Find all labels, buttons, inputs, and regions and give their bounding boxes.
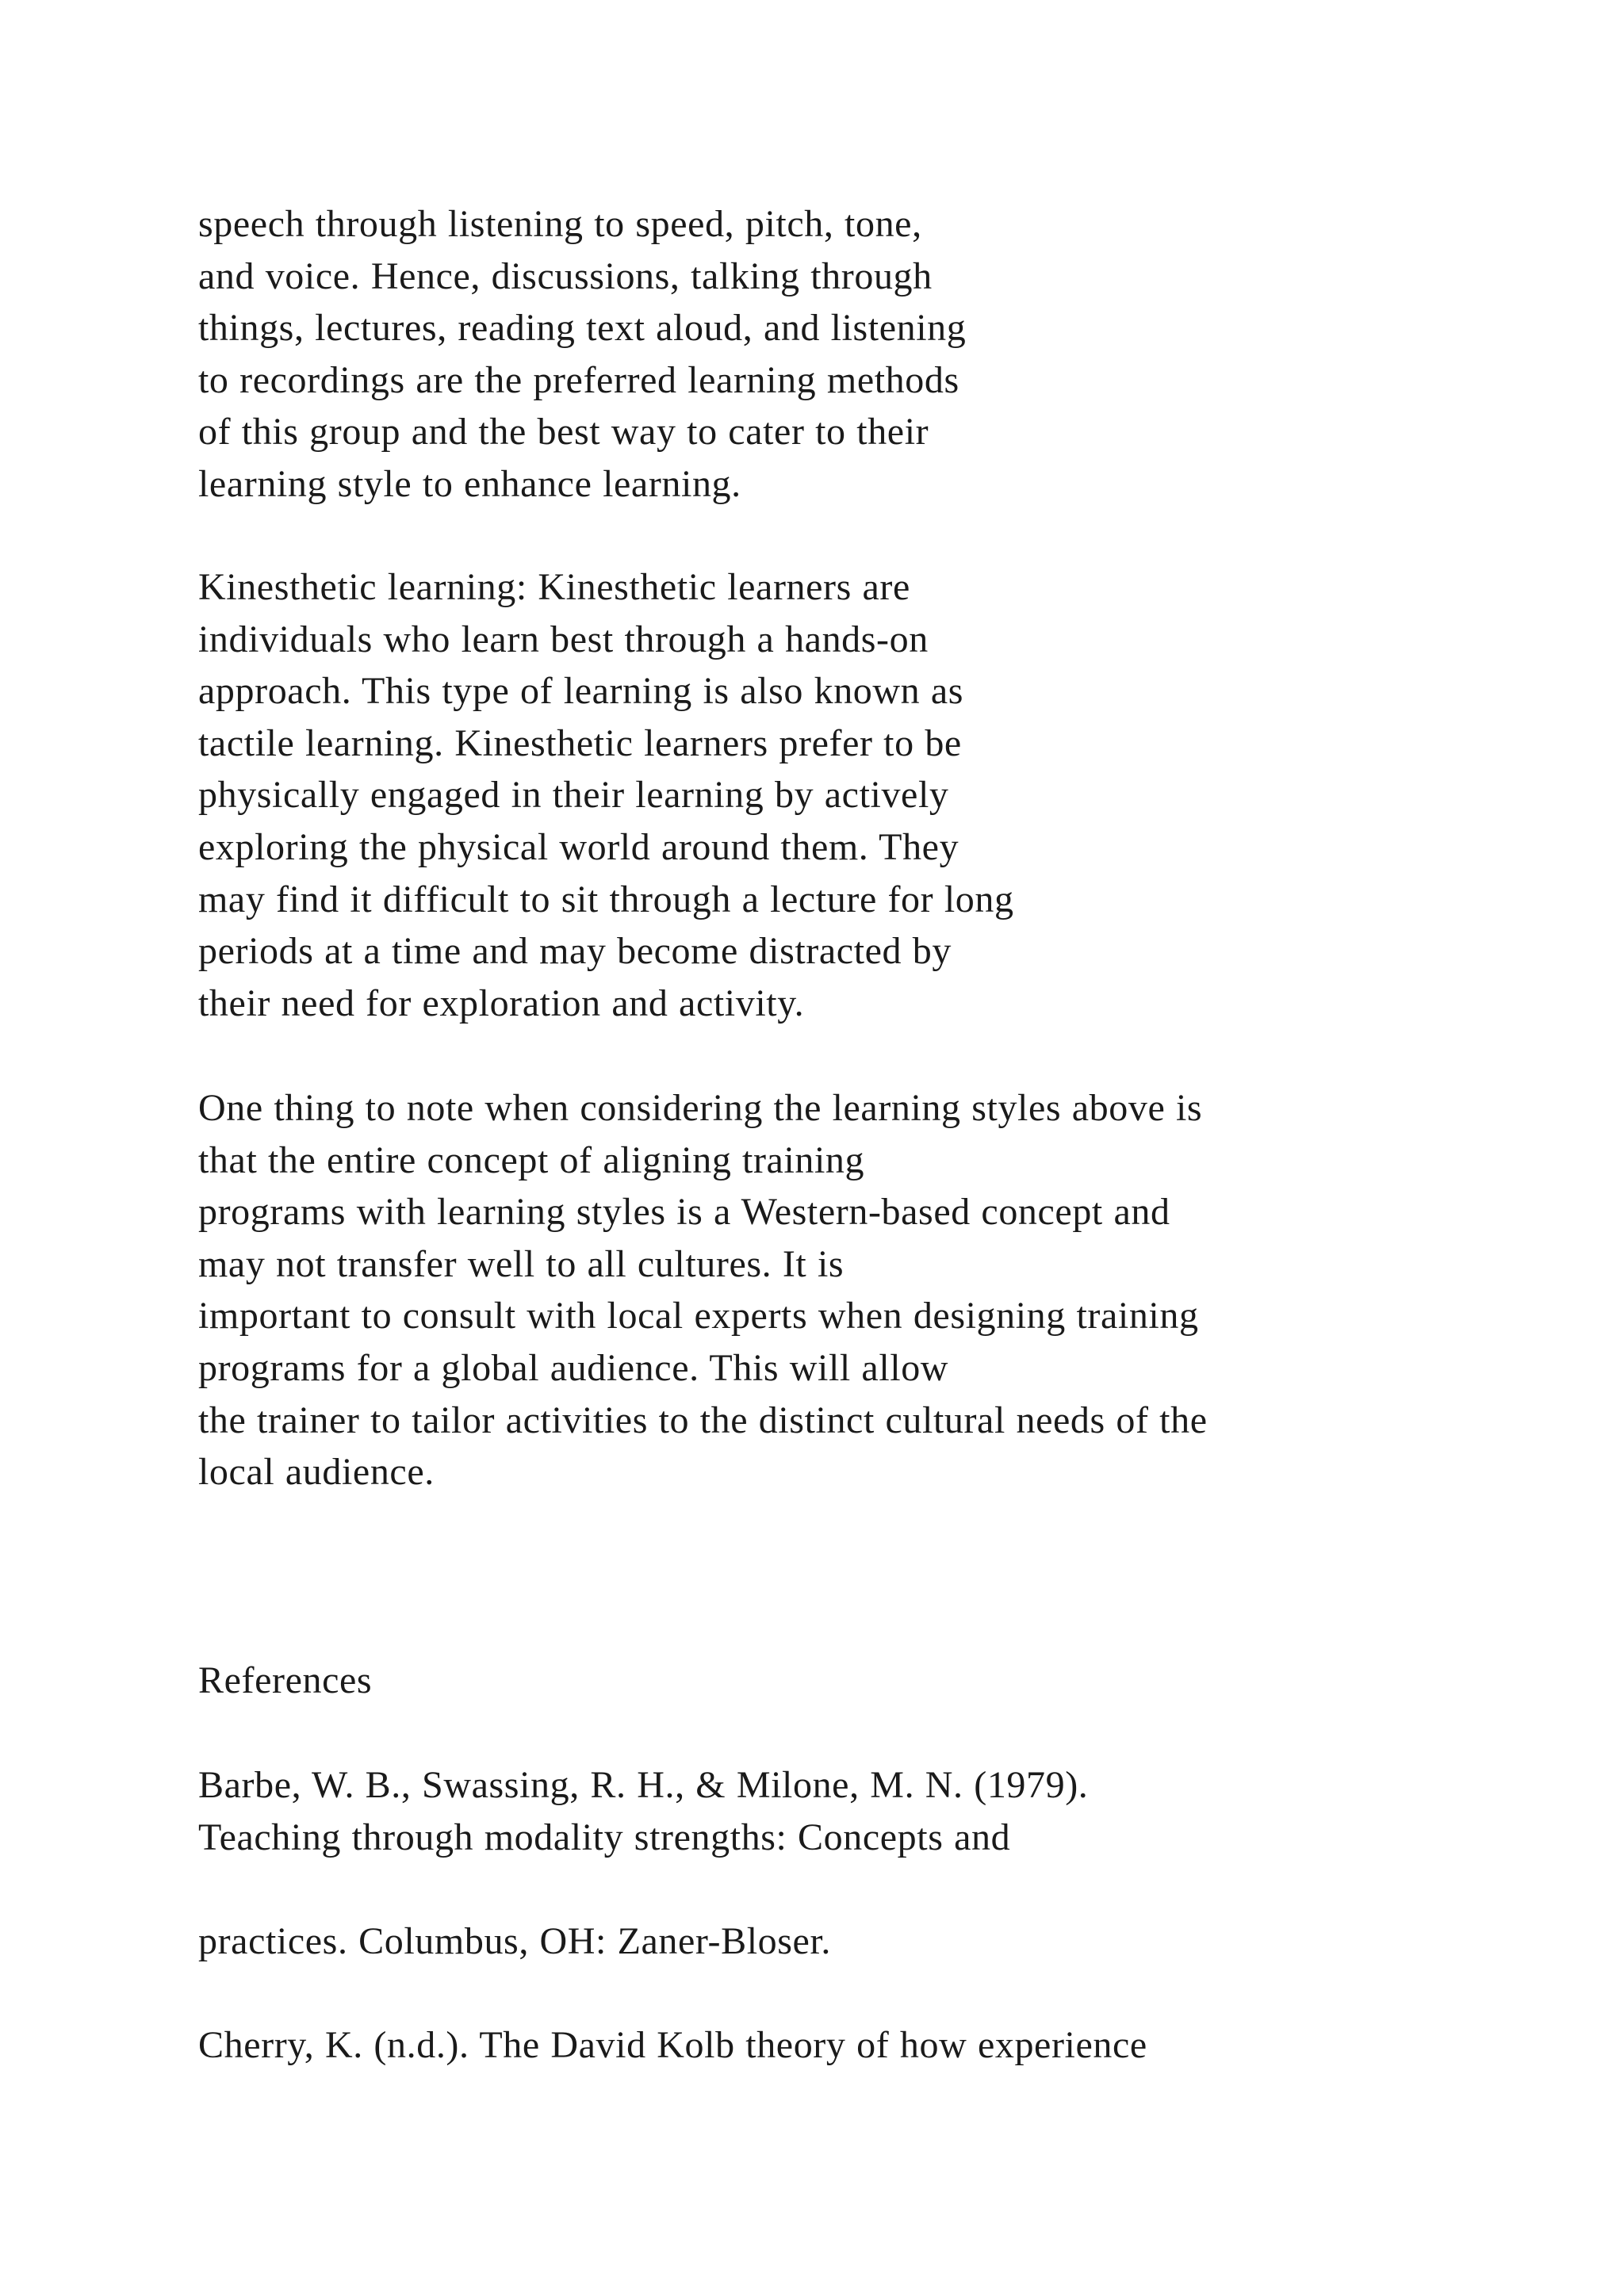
text-line: individuals who learn best through a hands-on (198, 618, 929, 660)
text-line: tactile learning. Kinesthetic learners prefer to be (198, 721, 962, 764)
paragraph-auditory-continued (198, 198, 1562, 511)
text-line: to recordings are the preferred learning methods (198, 358, 959, 401)
text-line: their need for exploration and activity. (198, 982, 805, 1024)
reference-barbe-continued (198, 1915, 1562, 1968)
text-line: of this group and the best way to cater to their (198, 411, 929, 453)
references-heading-text: References (198, 1659, 373, 1701)
text-line: the trainer to tailor activities to the distinct cultural needs of the (198, 1399, 1208, 1441)
text-line: exploring the physical world around them. They (198, 825, 959, 868)
text-line: may not transfer well to all cultures. It is (198, 1242, 845, 1285)
references-heading (198, 1655, 1562, 1707)
reference-cherry (198, 2019, 1562, 2072)
text-line: approach. This type of learning is also known as (198, 670, 964, 713)
text-line: periods at a time and may become distracted by (198, 930, 952, 973)
text-line: may find it difficult to sit through a lecture for long (198, 878, 1014, 920)
text-line: things, lectures, reading text aloud, and listening (198, 307, 967, 350)
paragraph-note (198, 1082, 1562, 1498)
text-line: learning style to enhance learning. (198, 462, 741, 505)
text-line: and voice. Hence, discussions, talking through (198, 254, 933, 297)
text-line: Barbe, W. B., Swassing, R. H., & Milone, M. N. (1979). (198, 1764, 1089, 1806)
text-line: programs for a global audience. This will allow (198, 1346, 949, 1389)
text-line: programs with learning styles is a Western-based concept and (198, 1191, 1170, 1234)
reference-barbe (198, 1759, 1562, 1863)
paragraph-kinesthetic (198, 561, 1562, 1029)
text-line: Teaching through modality strengths: Concepts and (198, 1816, 1011, 1858)
text-line: speech through listening to speed, pitch, tone, (198, 203, 922, 245)
text-line: that the entire concept of aligning training (198, 1138, 865, 1181)
text-line: practices. Columbus, OH: Zaner-Bloser. (198, 1920, 831, 1962)
text-line: local audience. (198, 1451, 435, 1494)
text-line: Kinesthetic learning: Kinesthetic learners are (198, 566, 910, 608)
text-line: One thing to note when considering the learning styles above is (198, 1087, 1203, 1129)
text-line: physically engaged in their learning by actively (198, 774, 949, 817)
text-line: important to consult with local experts when designing training (198, 1295, 1199, 1337)
text-line: Cherry, K. (n.d.). The David Kolb theory of how experience (198, 2024, 1147, 2066)
